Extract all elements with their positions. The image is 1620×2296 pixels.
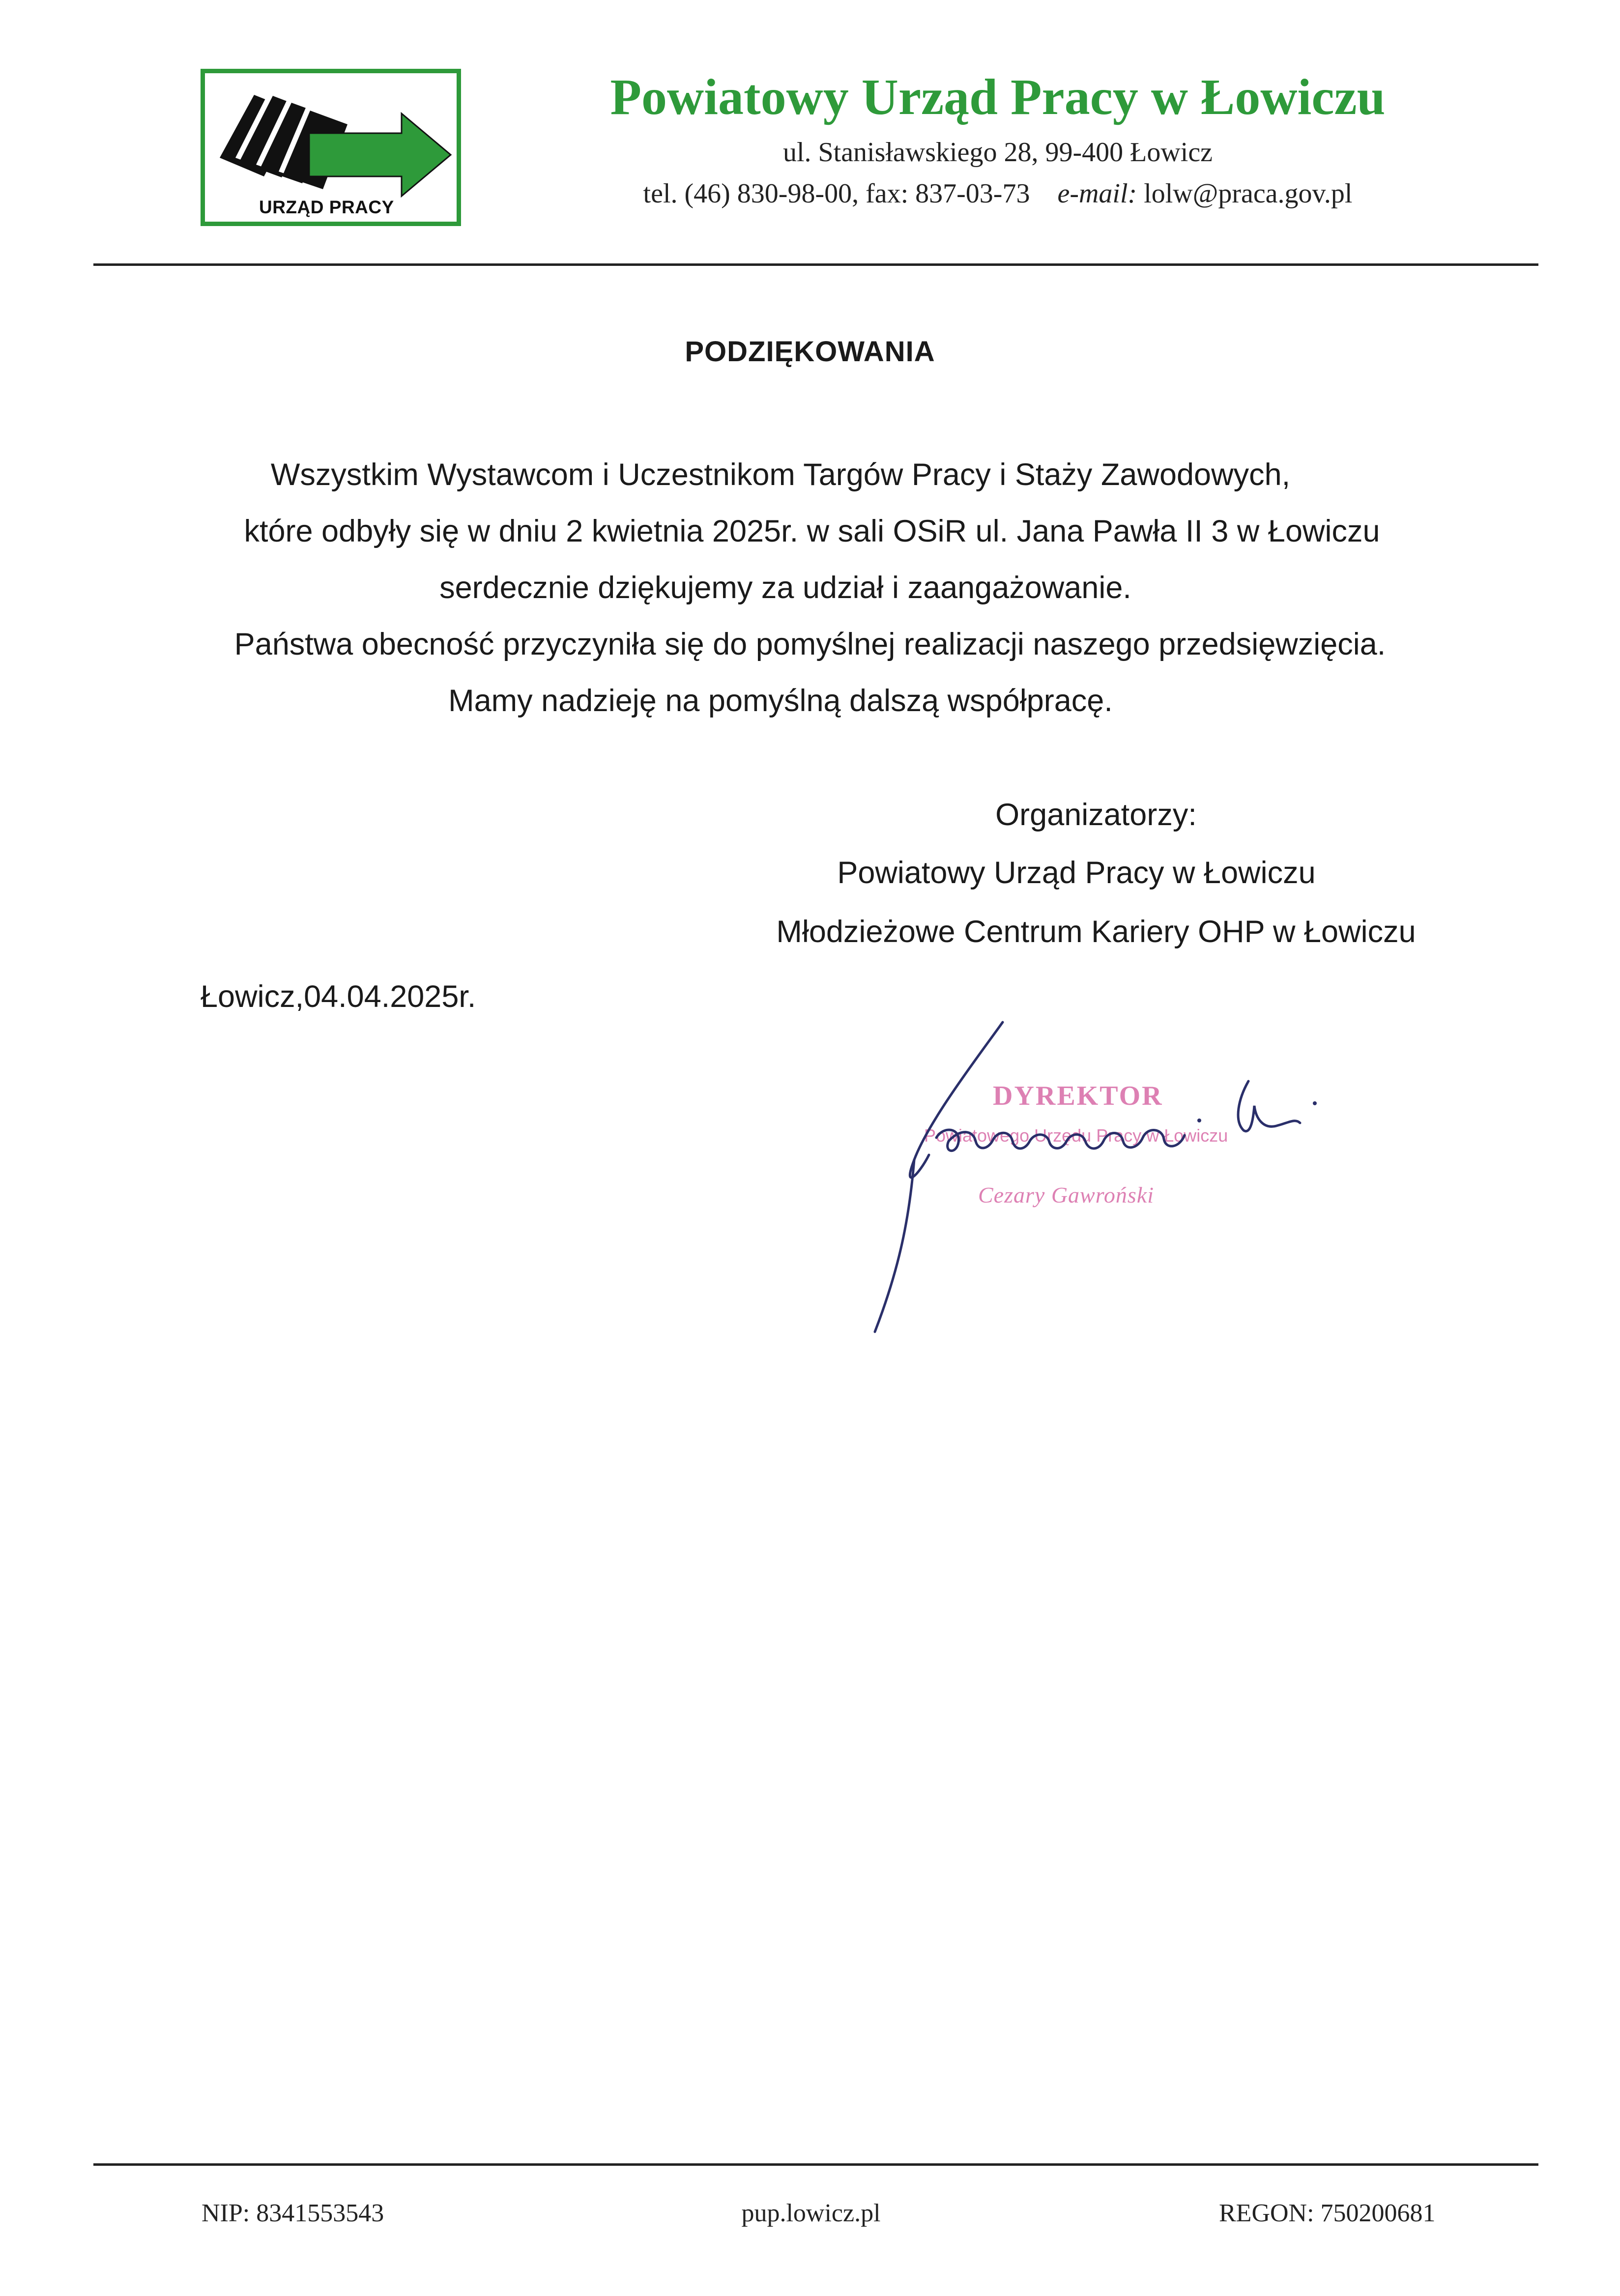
- letter-line: Wszystkim Wystawcom i Uczestnikom Targów Pracy i Staży Zawodowych,: [270, 458, 1291, 492]
- stamp-title: DYREKTOR: [993, 1081, 1163, 1111]
- letter-line: Mamy nadzieję na pomyślną dalszą współpracę.: [448, 684, 1113, 718]
- stamp-name: Cezary Gawroński: [978, 1182, 1155, 1207]
- urzad-pracy-logo: [201, 69, 461, 226]
- letter-heading: PODZIĘKOWANIA: [685, 336, 935, 368]
- footer-divider: [93, 2163, 1538, 2166]
- footer-website: pup.lowicz.pl: [741, 2199, 881, 2227]
- organizer-item: Powiatowy Urząd Pracy w Łowiczu: [837, 856, 1316, 890]
- header-divider: [93, 263, 1538, 266]
- email-address: lolw@praca.gov.pl: [1144, 178, 1353, 209]
- phone-fax: tel. (46) 830-98-00, fax: 837-03-73: [643, 178, 1030, 209]
- organization-contact: [531, 178, 1465, 209]
- letter-line: które odbyły się w dniu 2 kwietnia 2025r. w sali OSiR ul. Jana Pawła II 3 w Łowiczu: [244, 514, 1380, 548]
- logo-label: URZĄD PRACY: [259, 197, 394, 217]
- footer-regon: REGON: 750200681: [1219, 2199, 1436, 2227]
- organizers-label: Organizatorzy:: [995, 798, 1197, 832]
- stamp-subtitle: Powiatowego Urzędu Pracy w Łowiczu: [924, 1125, 1228, 1146]
- email-label: e-mail:: [1057, 178, 1137, 209]
- handwritten-signature: [855, 1012, 1327, 1337]
- letter-line: serdecznie dziękujemy za udział i zaangażowanie.: [439, 571, 1131, 605]
- organizer-item: Młodzieżowe Centrum Kariery OHP w Łowiczu: [776, 915, 1416, 949]
- organization-address: ul. Stanisławskiego 28, 99-400 Łowicz: [782, 137, 1213, 168]
- place-and-date: Łowicz,04.04.2025r.: [201, 979, 476, 1014]
- footer-nip: NIP: 8341553543: [202, 2199, 384, 2227]
- letter-line: Państwa obecność przyczyniła się do pomyślnej realizacji naszego przedsięwzięcia.: [234, 627, 1386, 661]
- organization-name: Powiatowy Urząd Pracy w Łowiczu: [610, 69, 1386, 125]
